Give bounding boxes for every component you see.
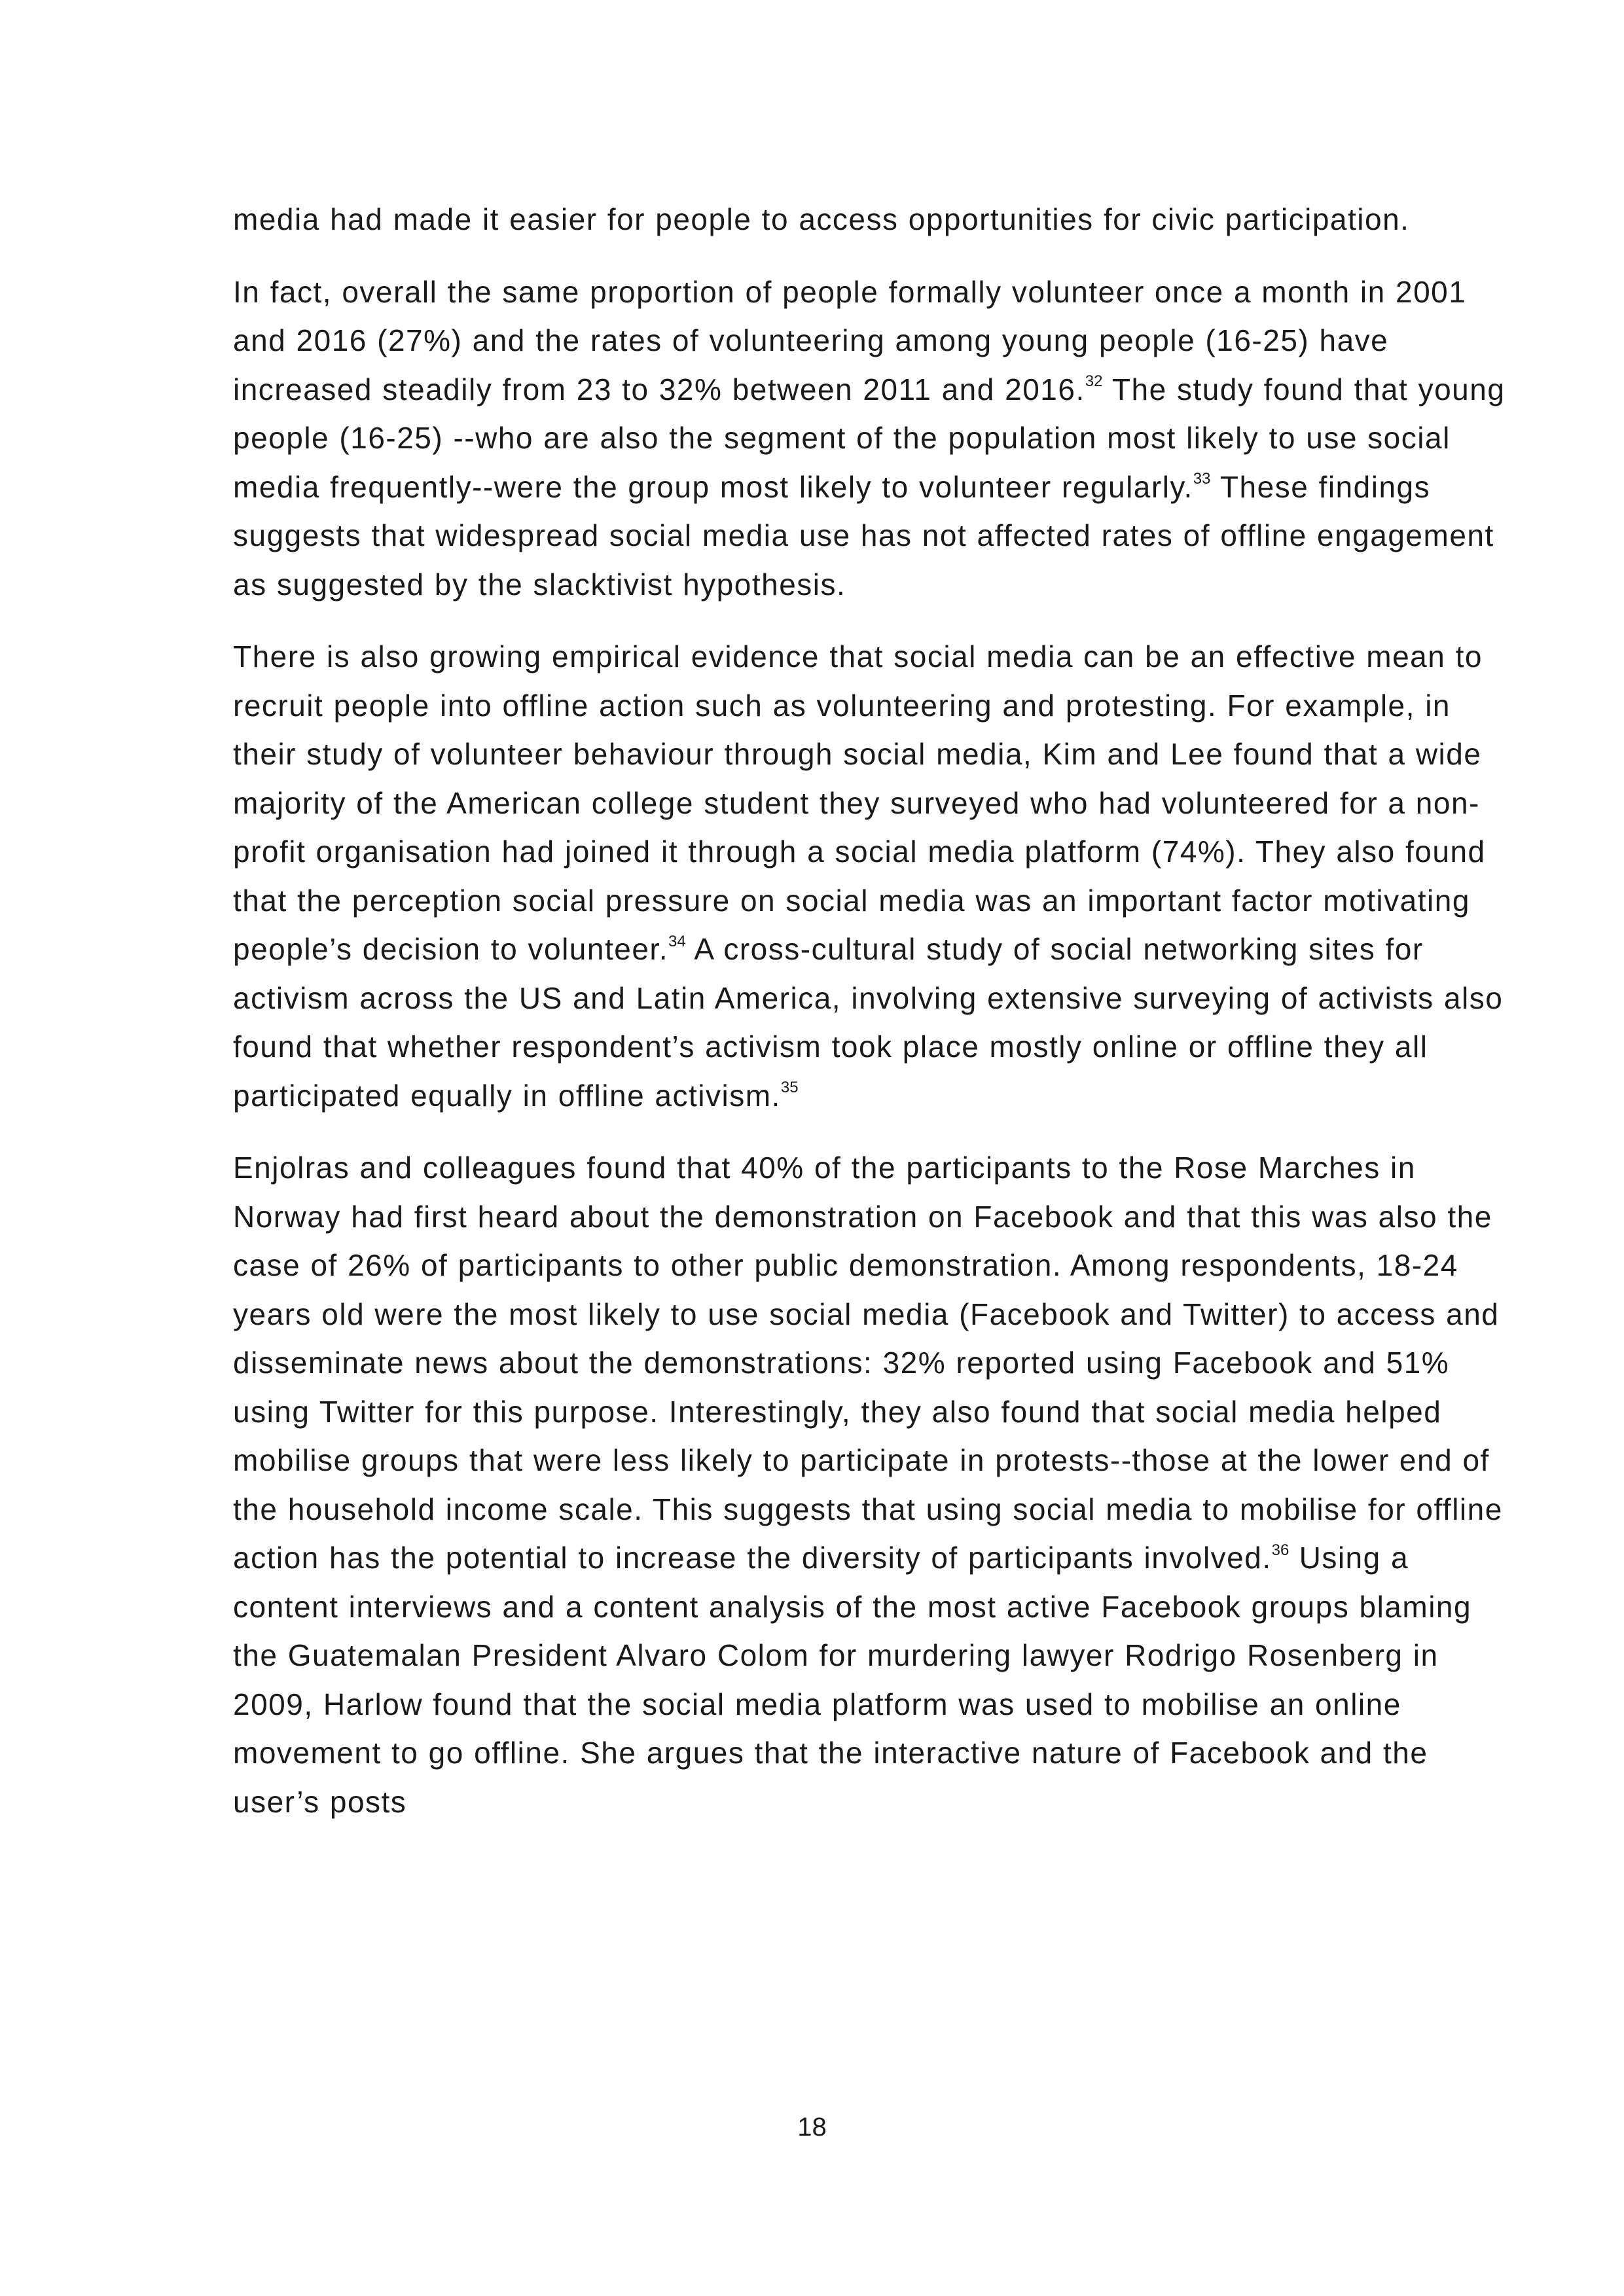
body-text [233,195,1509,1850]
paragraph-4-text-a: Enjolras and colleagues found that 40% of the participants to the Rose Marches in Norway had first heard about the demonstration on Facebook and that this was also the case of 26% of participants to other public demonstration. Among respondents, 18-24 years old were the most likely to use social media (Facebook and Twitter) to access and disseminate news about the demonstrations: 32% reported using Facebook and 51% using Twitter for this purpose. Interestingly, they also found that social media helped mobilise groups that were less likely to participate in protests--those at the lower end of the household income scale. This suggests that using social media to mobilise for offline action has the potential to increase the diversity of participants involved. [233,1151,1503,1575]
paragraph-4-text-b: Using a content interviews and a content analysis of the most active Facebook groups blaming the Guatemalan President Alvaro Colom for murdering lawyer Rodrigo Rosenberg in 2009, Harlow found that the social media platform was used to mobilise an online movement to go offline. She argues that the interactive nature of Facebook and the user’s posts [233,1541,1472,1819]
paragraph-2 [233,268,1509,609]
footnote-ref-32[interactable]: 32 [1085,372,1103,391]
footnote-ref-36[interactable]: 36 [1271,1541,1290,1559]
page-number: 18 [797,2113,827,2142]
paragraph-3-text-b: A cross-cultural study of social networking sites for activism across the US and Latin America, involving extensive surveying of activists also found that whether respondent’s activism took place mostly online or offline they all participated equally in offline activism. [233,932,1504,1113]
paragraph-2-text-a: In fact, overall the same proportion of people formally volunteer once a month in 2001 and 2016 (27%) and the rates of volunteering among young people (16-25) have increased steadily from 23 to 32% between 2011 and 2016. [233,274,1467,406]
paragraph-3-text-a: There is also growing empirical evidence that social media can be an effective mean to recruit people into offline action such as volunteering and protesting. For example, in their study of volunteer behaviour through social media, Kim and Lee found that a wide majority of the American college student they surveyed who had volunteered for a non-profit organisation had joined it through a social media platform (74%). They also found that the perception social pressure on social media was an important factor motivating people’s decision to volunteer. [233,639,1486,966]
footnote-ref-34[interactable]: 34 [668,932,686,950]
paragraph-4 [233,1143,1509,1826]
paragraph-2-text-c: These findings suggests that widespread social media use has not affected rates of offline engagement as suggested by the slacktivist hypothesis. [233,469,1494,601]
paragraph-1-text: media had made it easier for people to access opportunities for civic participation. [233,202,1410,236]
paragraph-2-text-b: The study found that young people (16-25) --who are also the segment of the population most likely to use social media frequently--were the group most likely to volunteer regularly. [233,372,1506,504]
footnote-ref-35[interactable]: 35 [780,1079,799,1097]
footnote-ref-33[interactable]: 33 [1193,470,1211,488]
paragraph-1 [233,195,1509,244]
paragraph-3 [233,632,1509,1120]
